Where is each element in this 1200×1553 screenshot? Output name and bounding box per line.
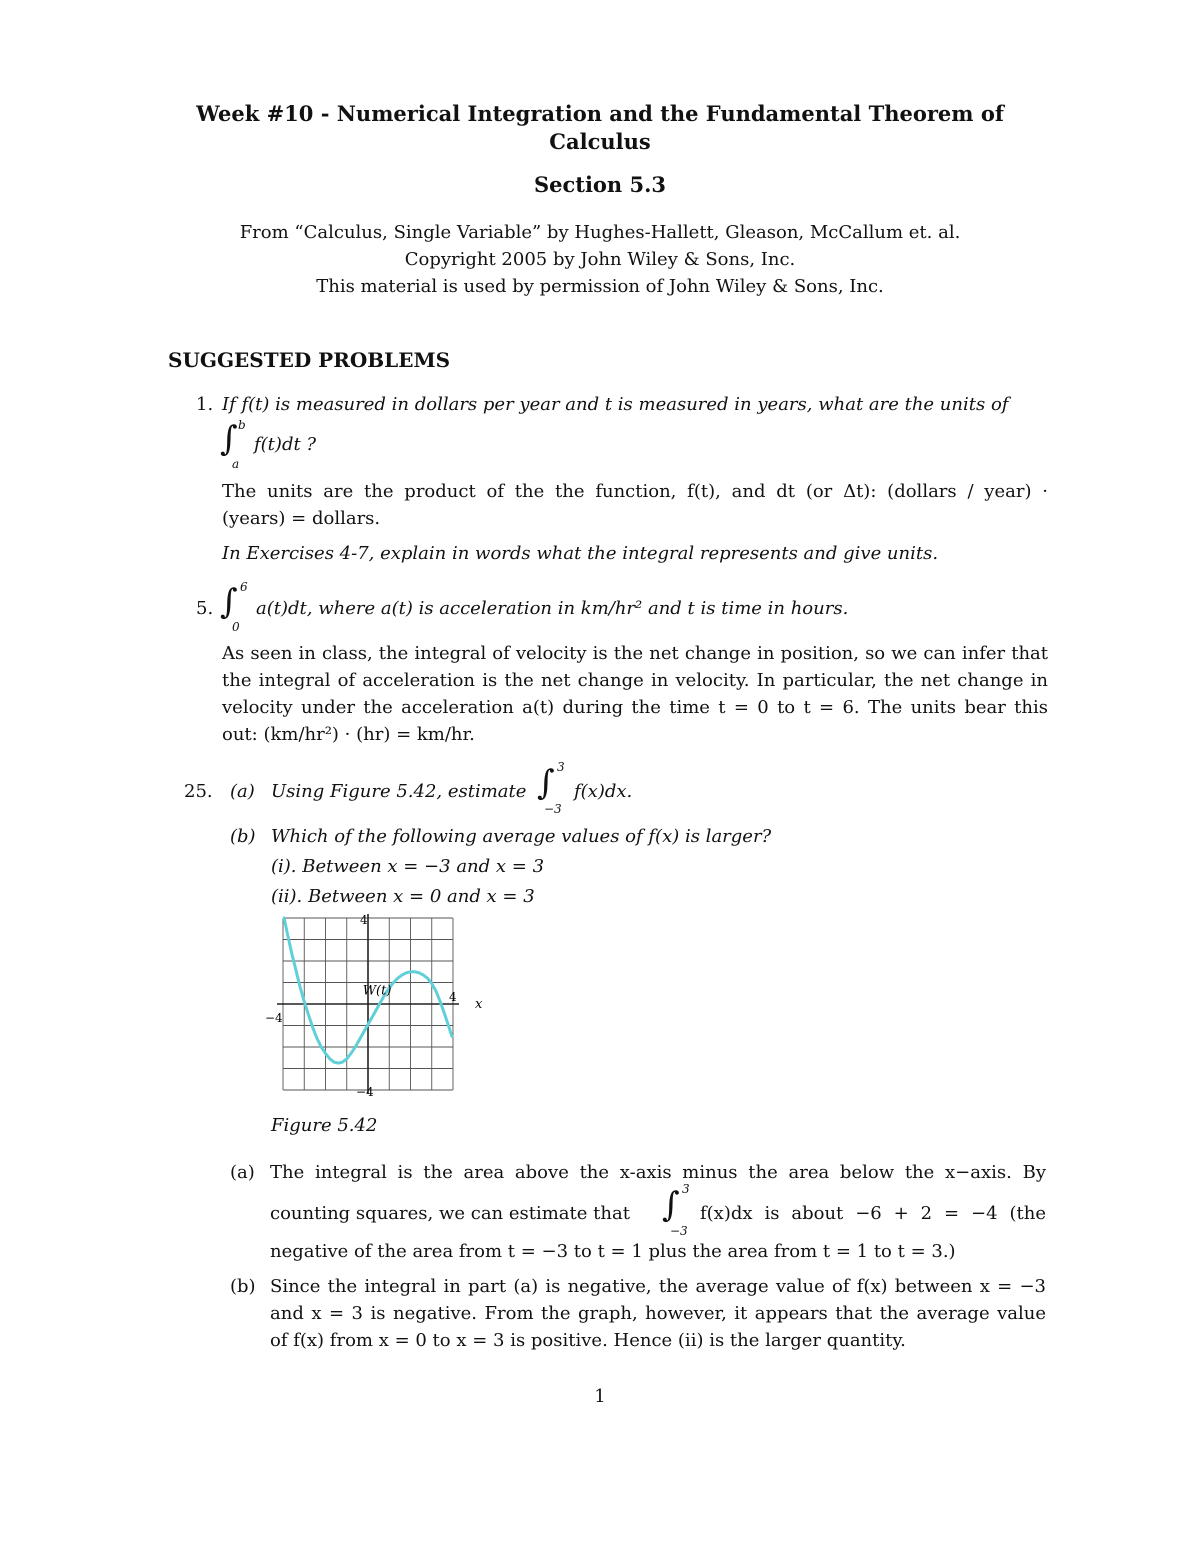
tick-label-x-right: 4 [449, 990, 457, 1004]
answer-a-lower-limit: −3 [670, 1224, 688, 1238]
problem5-upper-limit: 6 [240, 580, 248, 594]
figure-5-42-graph [260, 910, 500, 1100]
problem1-answer-line1: The units are the product of the the function, f(t), and dt (or Δt): (dollars / year) · [222, 481, 1048, 502]
tick-label-y-bottom: −4 [356, 1085, 374, 1099]
answer-b-label: (b) [230, 1276, 256, 1297]
problem25-part-a-label: (a) [230, 781, 255, 802]
x-axis-label: x [475, 997, 483, 1012]
problem1-integrand: f(t)dt ? [254, 434, 317, 455]
problem25-lower-limit: −3 [544, 802, 562, 816]
problem1-lower-limit: a [232, 457, 240, 471]
problem1-question: If f(t) is measured in dollars per year and t is measured in years, what are the units of [222, 394, 1009, 415]
exercise-note: In Exercises 4-7, explain in words what the integral represents and give units. [222, 543, 939, 564]
problem1-integral-sign: ∫ [220, 419, 238, 459]
answer-a-integral-sign: ∫ [662, 1185, 680, 1225]
problem1-number: 1. [196, 394, 214, 415]
answer-a-label: (a) [230, 1162, 255, 1183]
problem25-option-ii: (ii). Between x = 0 and x = 3 [271, 886, 535, 907]
problem1-answer-line2: (years) = dollars. [222, 508, 381, 529]
curve-label: W(t) [362, 983, 392, 999]
problem5-answer-line3: velocity under the acceleration a(t) during the time t = 0 to t = 6. The units bear this [222, 697, 1048, 718]
problem5-number: 5. [196, 598, 214, 619]
problem5-answer-line4: out: (km/hr²) · (hr) = km/hr. [222, 724, 475, 745]
answer-a-line3: negative of the area from t = −3 to t = 1 plus the area from t = 1 to t = 3.) [270, 1241, 956, 1262]
problem25-option-i: (i). Between x = −3 and x = 3 [271, 856, 545, 877]
section-heading: SUGGESTED PROBLEMS [168, 348, 451, 372]
tick-label-x-left: −4 [265, 1011, 283, 1025]
problem5-question: a(t)dt, where a(t) is acceleration in km/hr² and t is time in hours. [256, 598, 849, 619]
answer-b-line2: and x = 3 is negative. From the graph, however, it appears that the average value [270, 1303, 1046, 1324]
section-title: Section 5.3 [533, 172, 667, 197]
source-line-2: Copyright 2005 by John Wiley & Sons, Inc. [404, 249, 796, 270]
doc-title-line2: Calculus [549, 129, 651, 154]
answer-a-line2-post: f(x)dx is about −6 + 2 = −4 (the [700, 1203, 1046, 1224]
answer-b-line3: of f(x) from x = 0 to x = 3 is positive. Hence (ii) is the larger quantity. [270, 1330, 906, 1351]
page-number: 1 [594, 1386, 606, 1407]
problem5-answer-line2: the integral of acceleration is the net change in velocity. In particular, the net change in [222, 670, 1048, 691]
problem25-part-b-text: Which of the following average values of f(x) is larger? [271, 826, 772, 847]
problem5-integral-sign: ∫ [220, 582, 238, 622]
problem25-integral-sign: ∫ [537, 763, 555, 803]
answer-a-upper-limit: 3 [682, 1182, 690, 1196]
problem25-upper-limit: 3 [557, 760, 565, 774]
figure-caption: Figure 5.42 [271, 1115, 378, 1136]
answer-a-line2-pre: counting squares, we can estimate that [270, 1203, 630, 1224]
answer-a-line1: The integral is the area above the x-axis minus the area below the x−axis. By [270, 1162, 1046, 1183]
problem1-upper-limit: b [238, 418, 246, 432]
tick-label-y-top: 4 [360, 913, 368, 927]
problem25-part-a-text: Using Figure 5.42, estimate [271, 781, 527, 802]
doc-title-line1: Week #10 - Numerical Integration and the Fundamental Theorem of [196, 101, 1004, 126]
source-line-3: This material is used by permission of John Wiley & Sons, Inc. [316, 276, 884, 297]
source-line-1: From “Calculus, Single Variable” by Hughes-Hallett, Gleason, McCallum et. al. [239, 222, 961, 243]
problem5-answer-line1: As seen in class, the integral of velocity is the net change in position, so we can infer that [222, 643, 1048, 664]
problem25-part-b-label: (b) [230, 826, 256, 847]
answer-b-line1: Since the integral in part (a) is negative, the average value of f(x) between x = −3 [270, 1276, 1046, 1297]
problem5-lower-limit: 0 [232, 620, 240, 634]
problem25-number: 25. [184, 781, 213, 802]
problem25-part-a-integrand: f(x)dx. [574, 781, 633, 802]
